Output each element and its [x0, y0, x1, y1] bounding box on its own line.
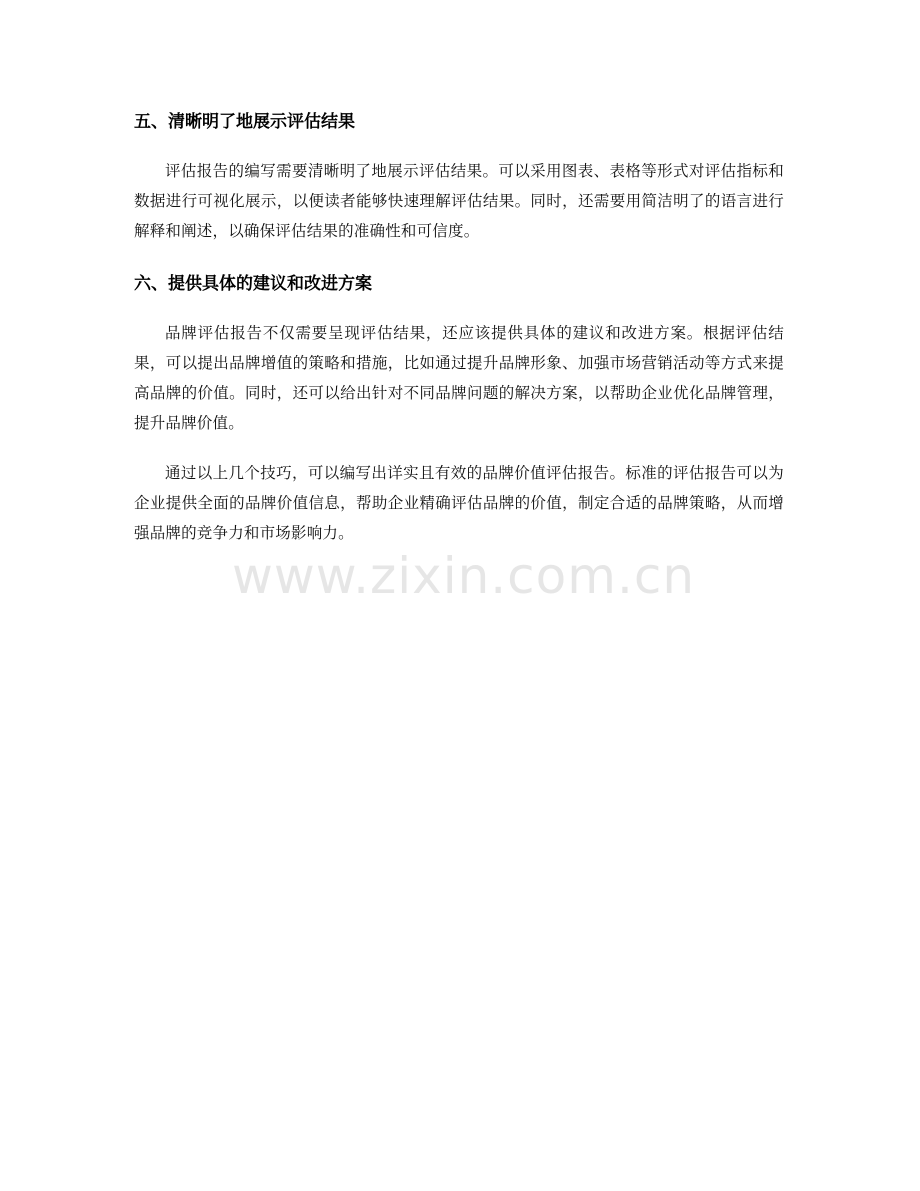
section-5-paragraph-1: 评估报告的编写需要清晰明了地展示评估结果。可以采用图表、表格等形式对评估指标和数据进行可视化展示，以便读者能够快速理解评估结果。同时，还需要用简洁明了的语言进行解释和阐述，以确保评估结果的准确性和可信度。	[134, 162, 784, 240]
document-body	[134, 108, 784, 568]
watermark-text: www.zixin.com.cn	[232, 547, 696, 605]
section-5	[134, 108, 784, 246]
section-heading-5: 五、清晰明了地展示评估结果	[134, 112, 355, 132]
section-heading-6: 六、提供具体的建议和改进方案	[134, 274, 372, 294]
section-6-paragraph-1: 品牌评估报告不仅需要呈现评估结果，还应该提供具体的建议和改进方案。根据评估结果，可以提出品牌增值的策略和措施，比如通过提升品牌形象、加强市场营销活动等方式来提高品牌的价值。同时，还可以给出针对不同品牌问题的解决方案，以帮助企业优化品牌管理，提升品牌价值。	[134, 324, 784, 432]
section-6-paragraph-2: 通过以上几个技巧，可以编写出详实且有效的品牌价值评估报告。标准的评估报告可以为企业提供全面的品牌价值信息，帮助企业精确评估品牌的价值，制定合适的品牌策略，从而增强品牌的竞争力和市场影响力。	[134, 464, 784, 542]
section-6	[134, 270, 784, 548]
